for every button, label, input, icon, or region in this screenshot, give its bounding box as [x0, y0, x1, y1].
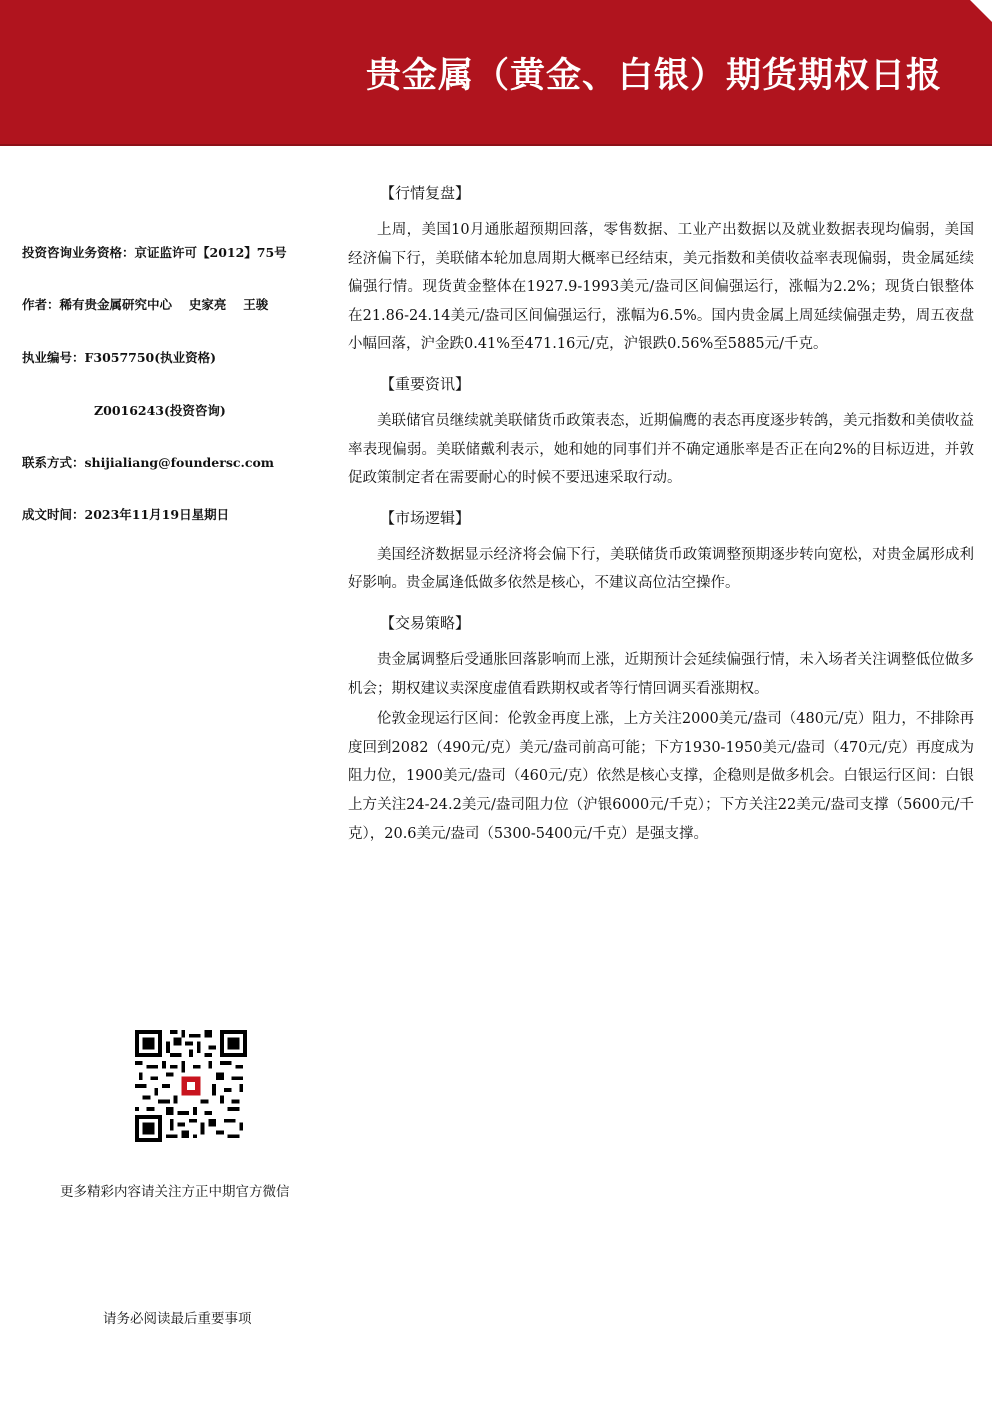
paragraph: 美联储官员继续就美联储货币政策表态，近期偏鹰的表态再度逐步转鸽，美元指数和美债收益率表现偏弱。美联储戴利表示，她和她的同事们并不确定通胀率是否正在向2%的目标迈进，并敦促政策制定者在需要耐心的时候不要迅速采取行动。 [348, 412, 974, 487]
paragraph: 美国经济数据显示经济将会偏下行，美联储货币政策调整预期逐步转向宽松，对贵金属形成利好影响。贵金属逢低做多依然是核心，不建议高位沽空操作。 [348, 546, 974, 592]
section-market-review [348, 176, 974, 359]
date-line: 成文时间：2023年11月19日星期日 [22, 507, 230, 522]
authors-line: 作者：稀有贵金属研究中心 史家亮 王骏 [22, 297, 269, 312]
license-number-line: 执业编号：F3057750(执业资格) [22, 350, 217, 365]
report-title: 贵金属（黄金、白银）期货期权日报 [365, 56, 942, 96]
qr-caption: 更多精彩内容请关注方正中期官方微信 [60, 1184, 290, 1200]
license-number-second: Z0016243(投资咨询) [94, 403, 226, 418]
section-heading: 【交易策略】 [380, 613, 471, 632]
header-divider [0, 144, 992, 146]
section-market-logic [348, 501, 974, 598]
disclaimer-note: 请务必阅读最后重要事项 [103, 1311, 252, 1327]
paragraph: 贵金属调整后受通胀回落影响而上涨，近期预计会延续偏强行情，未入场者关注调整低位做多机会；期权建议卖深度虚值看跌期权或者等行情回调买看涨期权。 [348, 651, 974, 697]
report-header [0, 0, 992, 144]
qualification-line: 投资咨询业务资格：京证监许可【2012】75号 [22, 245, 287, 260]
paragraph: 伦敦金现运行区间：伦敦金再度上涨，上方关注2000美元/盎司（480元/克）阻力，不排除再度回到2082（490元/克）美元/盎司前高可能；下方1930-1950美元/盎司（470元/克）再度成为阻力位，1900美元/盎司（460元/克）依然是核心支撑，企稳则是做多机会。白银运行区间：白银上方关注24-24.2美元/盎司阻力位（沪银6000元/千克）；下方关注22美元/盎司支撑（5600元/千克），20.6美元/盎司（5300-5400元/千克）是强支撑。 [348, 711, 974, 842]
header-corner-notch [970, 0, 992, 22]
paragraph: 上周，美国10月通胀超预期回落，零售数据、工业产出数据以及就业数据表现均偏弱，美国经济偏下行，美联储本轮加息周期大概率已经结束，美元指数和美债收益率表现偏弱，贵金属延续偏强行情。现货黄金整体在1927.9-1993美元/盎司区间偏强运行，涨幅为2.2%；现货白银整体在21.86-24.14美元/盎司区间偏强运行，涨幅为6.5%。国内贵金属上周延续偏强走势，周五夜盘小幅回落，沪金跌0.41%至471.16元/克，沪银跌0.56%至5885元/千克。 [348, 222, 974, 353]
contact-line: 联系方式：shijialiang@foundersc.com [22, 455, 275, 470]
qr-code-icon [135, 1030, 247, 1142]
report-body [348, 176, 974, 848]
section-trading-strategy [348, 606, 974, 848]
section-heading: 【重要资讯】 [380, 374, 471, 393]
section-heading: 【行情复盘】 [380, 184, 471, 202]
section-key-news [348, 367, 974, 493]
section-heading: 【市场逻辑】 [380, 508, 471, 527]
